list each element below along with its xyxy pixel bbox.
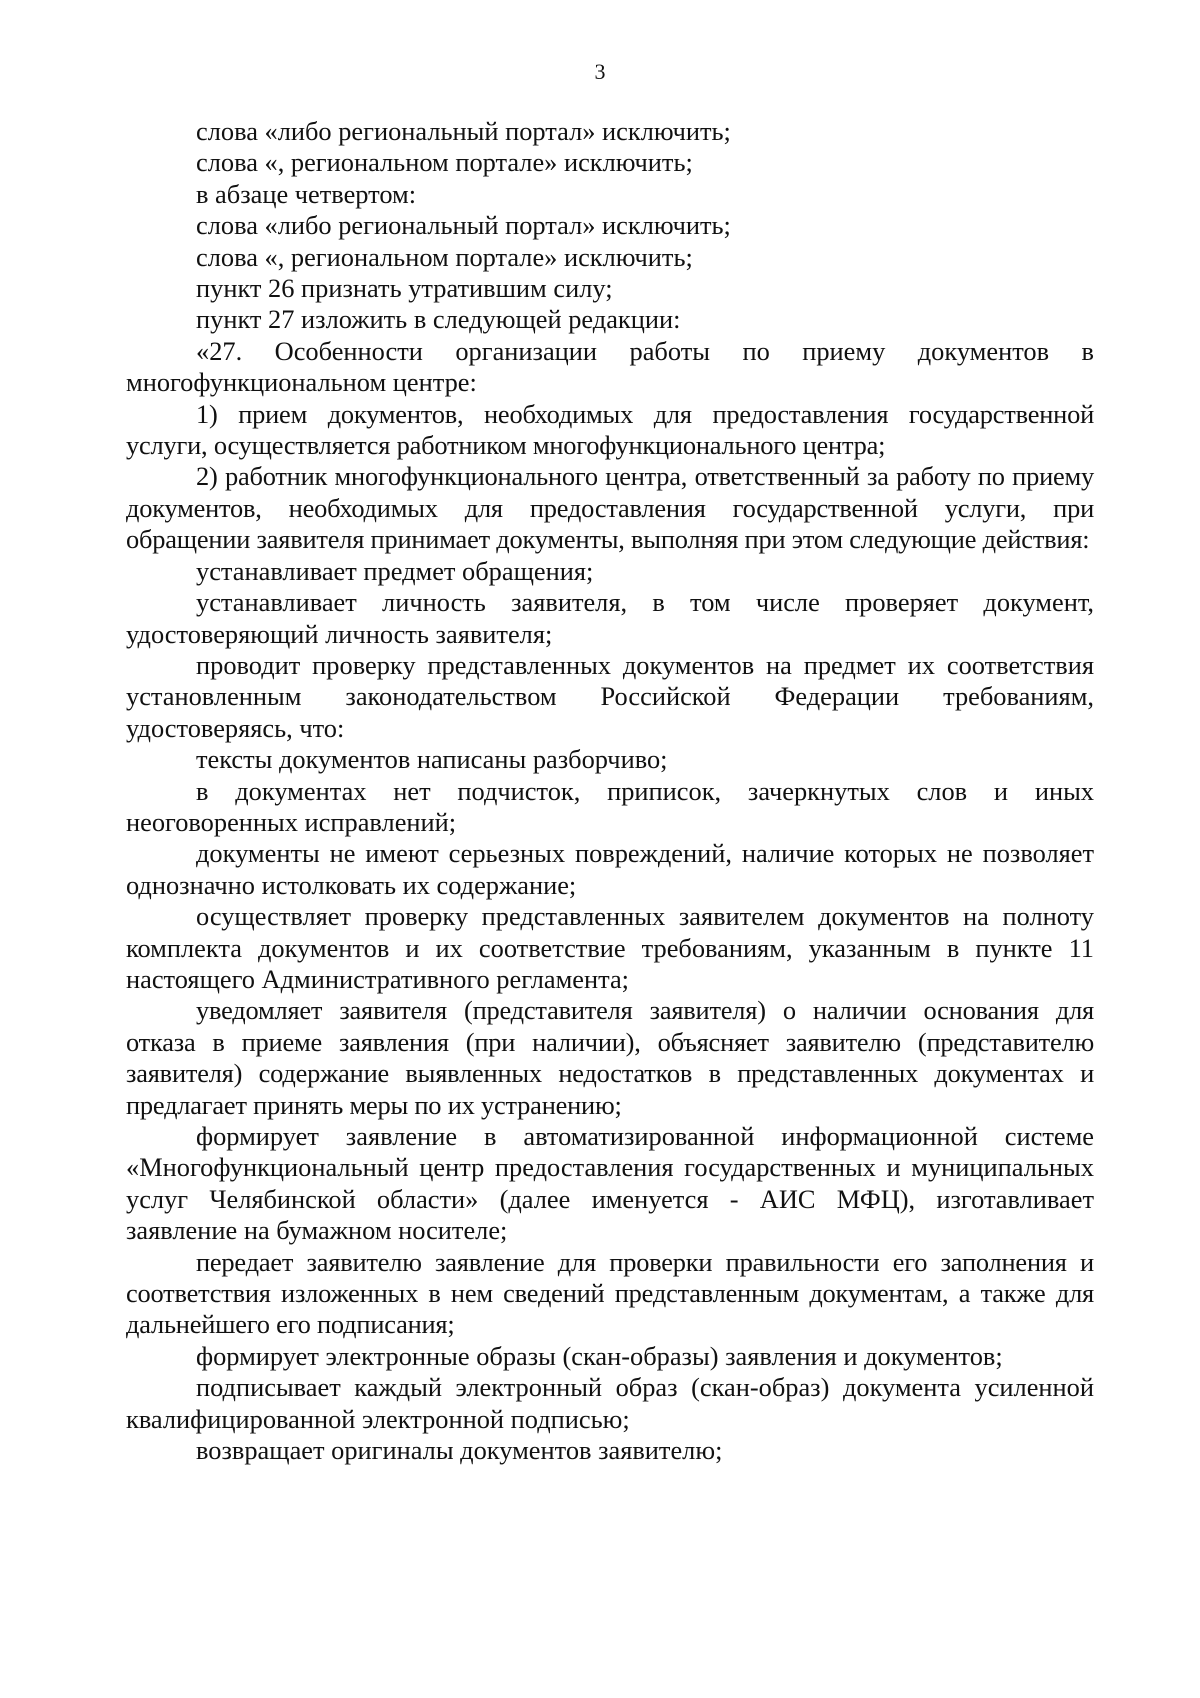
- paragraph: уведомляет заявителя (представителя заявителя) о наличии основания для отказа в приеме заявления (при наличии), объясняет заявителю (представителю заявителя) содержание выявленных недостатков в представленных документах и предлагает принять меры по их устранению;: [126, 995, 1094, 1120]
- paragraph: слова «, региональном портале» исключить;: [196, 147, 693, 178]
- paragraph: формирует электронные образы (скан-образы) заявления и документов;: [196, 1340, 1003, 1371]
- paragraph: 1) прием документов, необходимых для предоставления государственной услуги, осуществляется работником многофункционального центра;: [126, 398, 1094, 461]
- paragraph: слова «либо региональный портал» исключить;: [196, 210, 731, 241]
- paragraph: «27. Особенности организации работы по приему документов в многофункциональном центре:: [126, 335, 1094, 398]
- paragraph: 2) работник многофункционального центра, ответственный за работу по приему документов, необходимых для предоставления государственной услуги, при обращении заявителя принимает документы, выполняя при этом следующие действия:: [126, 461, 1094, 555]
- page-number: 3: [594, 59, 606, 84]
- paragraph: пункт 26 признать утратившим силу;: [196, 273, 613, 304]
- paragraph: пункт 27 изложить в следующей редакции:: [196, 304, 681, 335]
- paragraph: устанавливает предмет обращения;: [196, 555, 594, 586]
- paragraph: в документах нет подчисток, приписок, зачеркнутых слов и иных неоговоренных исправлений;: [126, 775, 1094, 837]
- paragraph: тексты документов написаны разборчиво;: [196, 744, 668, 775]
- paragraph: в абзаце четвертом:: [196, 178, 417, 209]
- paragraph: осуществляет проверку представленных заявителем документов на полноту комплекта документов и их соответствие требованиям, указанным в пункте 11 настоящего Административного регламента;: [126, 901, 1094, 994]
- paragraph: формирует заявление в автоматизированной информационной системе «Многофункциональный центр предоставления государственных и муниципальных услуг Челябинской области» (далее именуется - АИС МФЦ), изготавливает заявление на бумажном носителе;: [126, 1121, 1094, 1246]
- paragraph: слова «либо региональный портал» исключить;: [196, 116, 731, 146]
- paragraph: передает заявителю заявление для проверки правильности его заполнения и соответствия изложенных в нем сведений представленным документам, а также для дальнейшего его подписания;: [126, 1246, 1094, 1340]
- paragraph: подписывает каждый электронный образ (скан-образ) документа усиленной квалифицированной электронной подписью;: [126, 1372, 1094, 1434]
- paragraph: возвращает оригиналы документов заявителю;: [196, 1435, 723, 1466]
- paragraph: слова «, региональном портале» исключить;: [196, 241, 693, 272]
- document-body: [126, 116, 1094, 1466]
- paragraph: устанавливает личность заявителя, в том числе проверяет документ, удостоверяющий личность заявителя;: [126, 587, 1094, 649]
- paragraph: проводит проверку представленных документов на предмет их соответствия установленным законодательством Российской Федерации требованиям, удостоверяясь, что:: [126, 649, 1094, 743]
- paragraph: документы не имеют серьезных повреждений, наличие которых не позволяет однозначно истолковать их содержание;: [126, 838, 1094, 900]
